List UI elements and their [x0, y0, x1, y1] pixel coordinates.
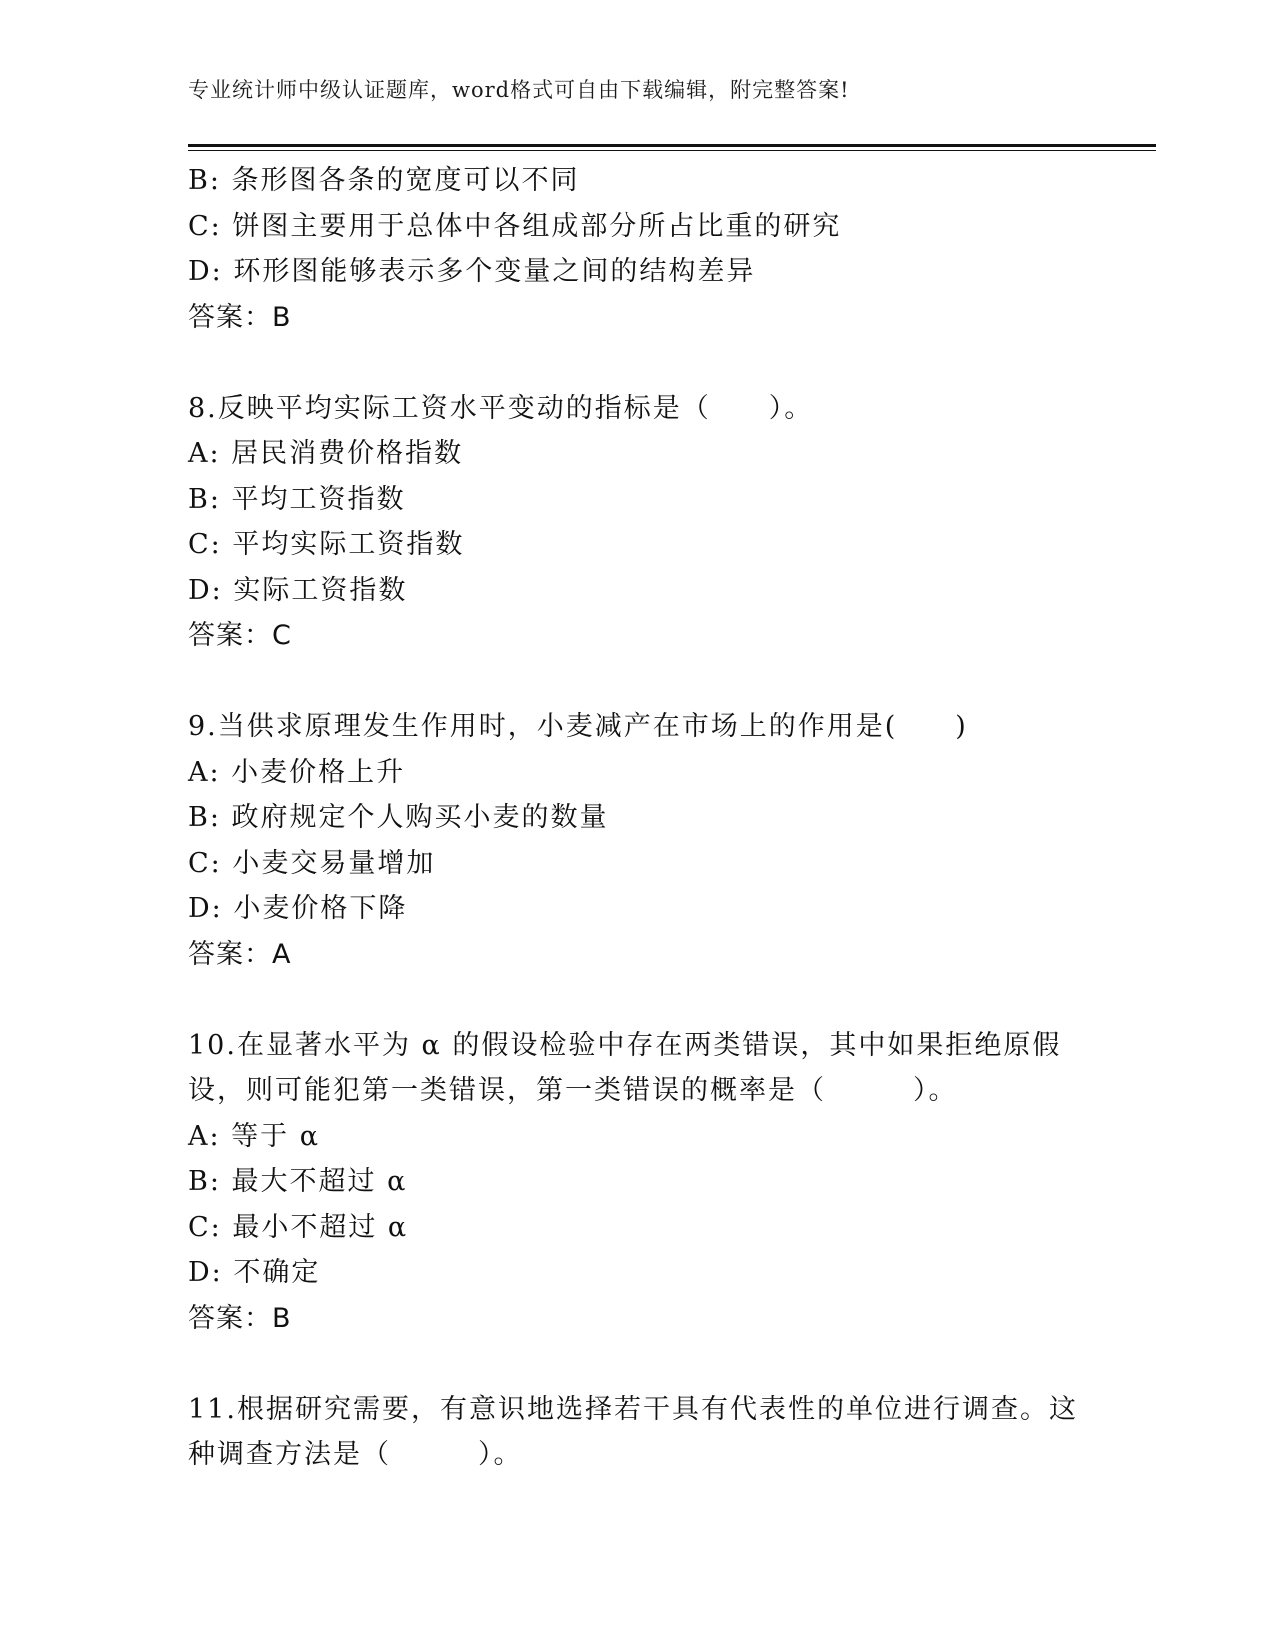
question-text: 8.反映平均实际工资水平变动的指标是（ ）。 — [188, 392, 814, 424]
answer-line: 答案：B — [188, 1302, 292, 1334]
option-line: A: 居民消费价格指数 — [188, 438, 464, 469]
answer-line: 答案：C — [188, 620, 292, 651]
question-text: 11.根据研究需要，有意识地选择若干具有代表性的单位进行调查。这 — [188, 1393, 1078, 1425]
option-line: C: 饼图主要用于总体中各组成部分所占比重的研究 — [188, 210, 842, 242]
option-line: D: 小麦价格下降 — [188, 893, 408, 924]
option-line: B: 平均工资指数 — [188, 483, 406, 515]
header-rule-thick — [188, 144, 1156, 147]
option-line: A: 等于 α — [188, 1120, 320, 1152]
question-text-continued: 设，则可能犯第一类错误，第一类错误的概率是（ ）。 — [188, 1075, 958, 1106]
option-line: B: 最大不超过 α — [188, 1166, 408, 1197]
option-line: D: 环形图能够表示多个变量之间的结构差异 — [188, 256, 756, 287]
option-line: D: 实际工资指数 — [188, 574, 408, 606]
option-line: C: 平均实际工资指数 — [188, 529, 465, 560]
option-line: D: 不确定 — [188, 1257, 321, 1288]
header-rule-thin — [188, 150, 1156, 151]
option-line: C: 最小不超过 α — [188, 1211, 409, 1243]
question-text: 9.当供求原理发生作用时，小麦减产在市场上的作用是( ) — [188, 711, 968, 742]
option-line: A: 小麦价格上升 — [188, 756, 406, 788]
option-line: C: 小麦交易量增加 — [188, 847, 436, 879]
answer-line: 答案：A — [188, 938, 292, 970]
question-text-continued: 种调查方法是（ ）。 — [188, 1439, 523, 1470]
question-text: 10.在显著水平为 α 的假设检验中存在两类错误，其中如果拒绝原假 — [188, 1029, 1062, 1061]
question-list — [188, 158, 1078, 1478]
option-line: B: 政府规定个人购买小麦的数量 — [188, 802, 609, 833]
page-header: 专业统计师中级认证题库，word格式可自由下载编辑，附完整答案! — [188, 78, 850, 102]
option-line: B: 条形图各条的宽度可以不同 — [188, 165, 580, 196]
answer-line: 答案：B — [188, 301, 292, 333]
